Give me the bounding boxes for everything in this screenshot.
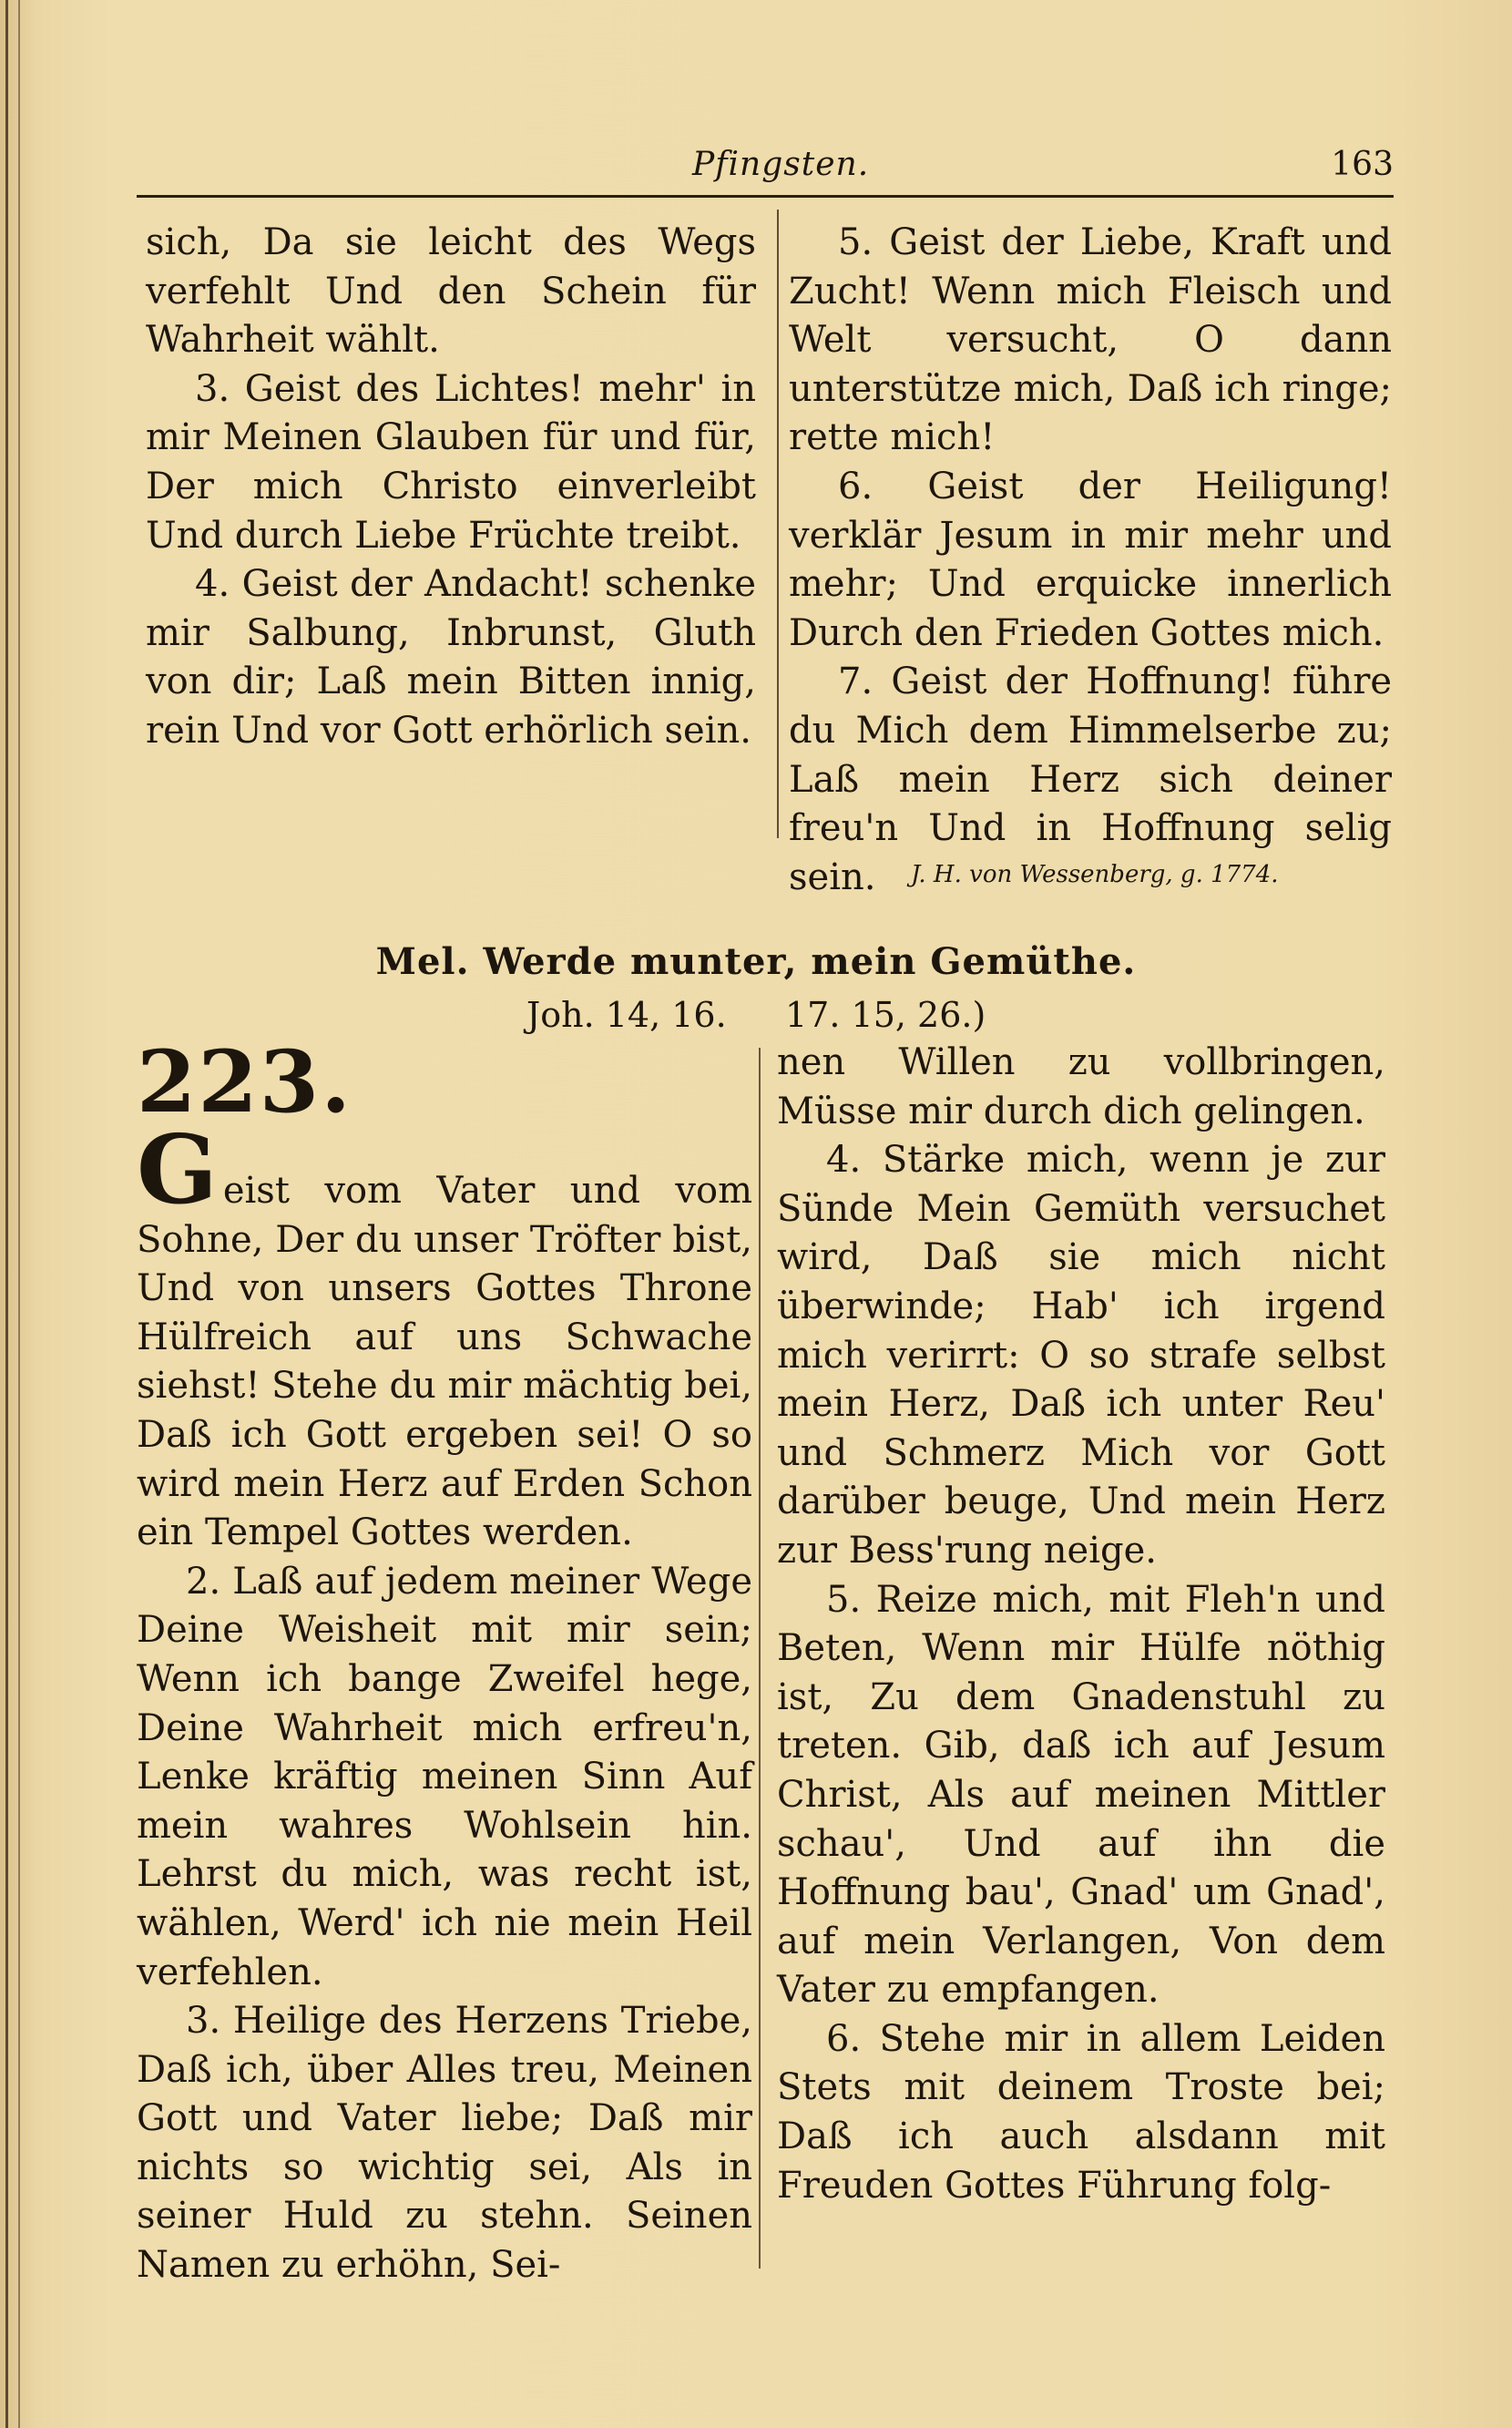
hymn-223-opening — [137, 1032, 752, 1132]
hymn-223-right-column — [777, 1039, 1385, 2210]
verse-6: 6. Geist der Heiligung! verklär Jesum in mir mehr und mehr; Und erquicke innerlich Durch den Frieden Gottes mich. — [789, 465, 1392, 654]
hymn-222-left-column — [146, 219, 756, 756]
binding-edge — [5, 0, 8, 2428]
binding-edge-inner — [18, 0, 20, 2428]
verse-5: 5. Geist der Liebe, Kraft und Zucht! Wenn mich Fleisch und Welt versucht, O dann unterstütze mich, Daß ich ringe; rette mich! — [789, 221, 1392, 459]
melody-heading: Mel. Werde munter, mein Gemüthe. — [375, 940, 1137, 983]
verse-3-start: 3. Heilige des Herzens Triebe, Daß ich, über Alles treu, Meinen Gott und Vater liebe; Daß mir nichts so wichtig sei, Als in seiner Huld zu stehn. Seinen Namen zu erhöhn, Sei- — [137, 2000, 752, 2287]
hymn-number: 223. — [137, 1032, 352, 1132]
verse-1 — [137, 1113, 752, 1558]
verse-3: 3. Geist des Lichtes! mehr' in mir Meinen Glauben für und für, Der mich Christo einverleibt Und durch Liebe Früchte treibt. — [146, 367, 756, 557]
column-divider-bottom — [759, 1048, 761, 2269]
page-header — [137, 146, 1394, 191]
verse-5: 5. Reize mich, mit Fleh'n und Beten, Wenn mir Hülfe nöthig ist, Zu dem Gnadenstuhl zu treten. Gib, daß ich auf Jesum Christ, Als auf meinen Mittler schau', Und auf ihn die Hoffnung bau', Gnad' um Gnad', auf mein Verlangen, Von dem Vater zu empfangen. — [777, 1578, 1385, 2012]
running-head: Pfingsten. — [692, 146, 870, 183]
header-rule — [137, 195, 1394, 198]
author-attribution: J. H. von Wessenberg, g. 1774. — [911, 861, 1279, 888]
verse-6: 6. Stehe mir in allem Leiden Stets mit deinem Troste bei; Daß ich auch alsdann mit Freuden Gottes Führung folg- — [777, 2017, 1385, 2207]
verse-4: 4. Geist der Andacht! schenke mir Salbung, Inbrunst, Gluth von dir; Laß mein Bitten innig, rein Und vor Gott erhörlich sein. — [146, 563, 756, 752]
hymn-222-right-column — [789, 219, 1392, 902]
drop-cap: G — [137, 1113, 218, 1225]
verse-2: 2. Laß auf jedem meiner Wege Deine Weisheit mit mir sein; Wenn ich bange Zweifel hege, Deine Wahrheit mich erfreu'n, Lenke kräftig meinen Sinn Auf mein wahres Wohlsein hin. Lehrst du mich, was recht ist, wählen, Werd' ich nie mein Heil verfehlen. — [137, 1560, 752, 1993]
column-divider-top — [777, 210, 779, 838]
page-number: 163 — [1331, 146, 1394, 183]
verse-4: 4. Stärke mich, wenn je zur Sünde Mein Gemüth versuchet wird, Daß sie mich nicht überwinde; Hab' ich irgend mich verirrt: O so strafe selbst mein Herz, Daß ich unter Reu' und Schmerz Mich vor Gott darüber beuge, Und mein Herz zur Bess'rung neige. — [777, 1139, 1385, 1572]
verse-3-end: nen Willen zu vollbringen, Müsse mir durch dich gelingen. — [777, 1041, 1385, 1132]
scripture-reference-right: 17. 15, 26.) — [785, 995, 986, 1035]
verse-7: 7. Geist der Hoffnung! führe du Mich dem Himmelserbe zu; Laß mein Herz sich deiner freu'n Und in Hoffnung selig sein. — [789, 661, 1392, 898]
hymn-223-left-column — [137, 1032, 752, 2290]
scripture-reference-left: Joh. 14, 16. — [526, 995, 727, 1035]
verse-continuation: sich, Da sie leicht des Wegs verfehlt Und den Schein für Wahrheit wählt. — [146, 221, 756, 362]
verse-1-text: eist vom Vater und vom Sohne, Der du unser Tröfter bist, Und von unsers Gottes Throne Hülfreich auf uns Schwache siehst! Stehe du mir mächtig bei, Daß ich Gott ergeben sei! O so wird mein Herz auf Erden Schon ein Tempel Gottes werden. — [137, 1170, 752, 1554]
